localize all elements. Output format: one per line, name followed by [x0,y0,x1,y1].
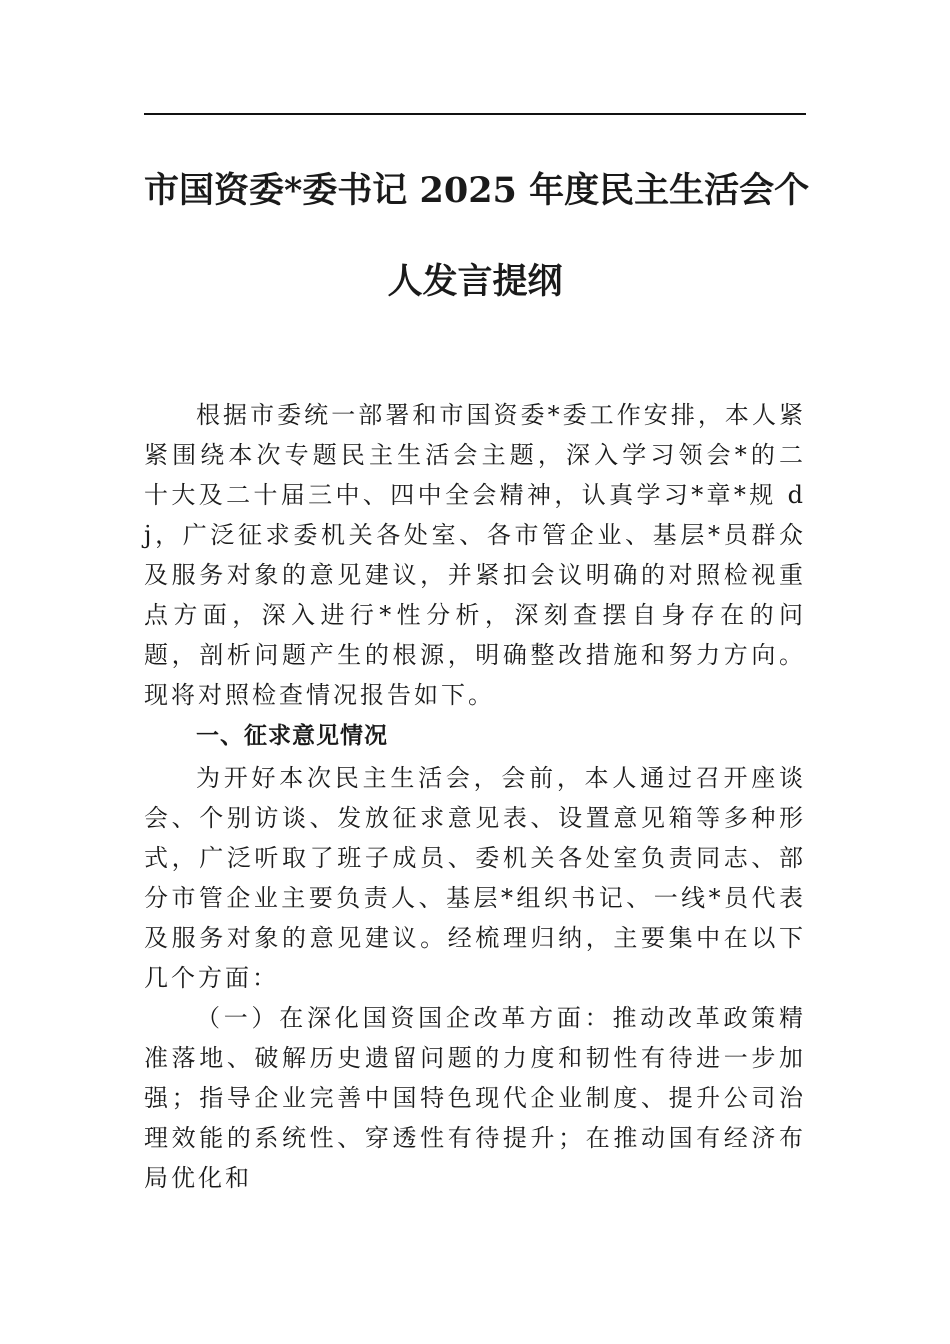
title-line-2: 人发言提纲 [387,261,563,302]
section-1-paragraph: 为开好本次民主生活会，会前，本人通过召开座谈会、个别访谈、发放征求意见表、设置意见箱等多种形式，广泛听取了班子成员、委机关各处室负责同志、部分市管企业主要负责人、基层*组织书记、一线*员代表及服务对象的意见建议。经梳理归纳，主要集中在以下几个方面： [144,764,806,992]
intro-paragraph: 根据市委统一部署和市国资委*委工作安排，本人紧紧围绕本次专题民主生活会主题，深入学习领会*的二十大及二十届三中、四中全会精神，认真学习*章*规 dj，广泛征求委机关各处室、各市管企业、基层*员群众及服务对象的意见建议，并紧扣会议明确的对照检视重点方面，深入进行*性分析，深刻查摆自身存在的问题，剖析问题产生的根源，明确整改措施和努力方向。现将对照检查情况报告如下。 [144,401,806,709]
header-rule [144,113,806,115]
document-title [144,168,810,305]
document-body [144,395,806,1198]
subsection-1-label: （一）在深化国资国企改革方面： [196,1004,613,1032]
subsection-1-paragraph [144,998,806,1198]
subsection-1-text: 推动改革政策精准落地、破解历史遗留问题的力度和韧性有待进一步加强；指导企业完善中国特色现代企业制度、提升公司治理效能的系统性、穿透性有待提升；在推动国有经济布局优化和 [144,1004,807,1192]
section-heading-1: 一、征求意见情况 [196,723,388,749]
title-line-1: 市国资委*委书记 2025 年度民主生活会个 [144,170,810,211]
